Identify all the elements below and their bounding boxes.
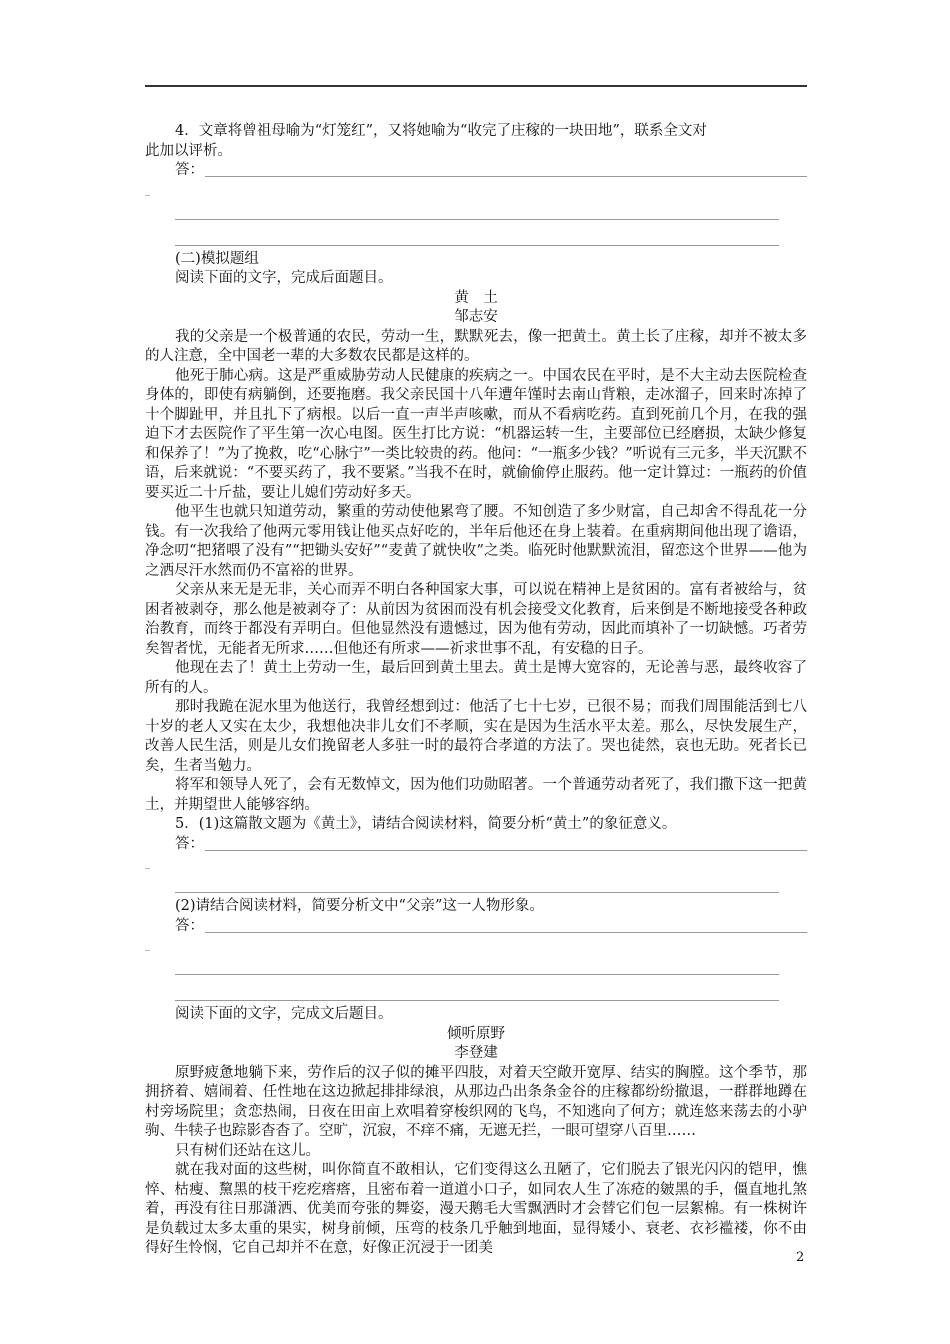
q5-1-prompt: 5．(1)这篇散文题为《黄土》，请结合阅读材料，简要分析“黄土”的象征意义。 — [175, 816, 677, 832]
document-body — [145, 122, 807, 1259]
section2-heading: (二)模拟题组 — [175, 250, 259, 267]
q5-1-blank-line[interactable] — [145, 871, 807, 897]
answer-label: 答： — [175, 917, 204, 934]
section3-instruction: 阅读下面的文字，完成文后题目。 — [175, 1006, 393, 1022]
q4-line2: 此加以评析。 — [145, 142, 232, 159]
q5-2-answer-line[interactable] — [145, 917, 807, 937]
q4-line1: 4．文章将曾祖母喻为“灯笼红”，又将她喻为“收完了庄稼的一块田地”，联系全文对 — [175, 123, 707, 139]
q4-blank-line-2[interactable] — [145, 224, 807, 250]
s2-paragraph-7: 将军和领导人死了，会有无数悼文，因为他们功勋昭著。一个普通劳动者死了，我们撒下这一把黄土，并期望世人能够容纳。 — [145, 777, 807, 813]
q4-blank-line-1[interactable] — [145, 198, 807, 224]
q5-2-blank-line-2[interactable] — [145, 979, 807, 1005]
section2-title: 黄 土 — [454, 289, 498, 306]
s3-paragraph-2: 只有树们还站在这儿。 — [175, 1142, 320, 1159]
s2-paragraph-6: 那时我跪在泥水里为他送行，我曾经想到过：他活了七十七岁，已很不易；而我们周围能活到七八十岁的老人又实在太少，我想他决非儿女们不孝顺，实在是因为生活水平太差。那么，尽快发展生产，改善人民生活，则是儿女们挽留老人多驻一时的最符合孝道的方法了。哭也徒然，哀也无助。死者长已矣，生者当勉力。 — [145, 699, 807, 774]
section3-title: 倾听原野 — [447, 1025, 505, 1042]
answer-label: 答： — [175, 835, 204, 852]
s2-paragraph-5: 他现在去了！黄土上劳动一生，最后回到黄土里去。黄土是博大宽容的，无论善与恶，最终收容了所有的人。 — [145, 660, 807, 696]
s3-paragraph-3: 就在我对面的这些树，叫你简直不敢相认，它们变得这么丑陋了，它们脱去了银光闪闪的铠甲，憔悴、枯瘦、黧黑的枝干疙疙瘩瘩，且密布着一道道小口子，如同农人生了冻疮的皴黑的手，僵直地扎煞着，再没有往日那潇洒、优美而夸张的舞姿，漫天鹅毛大雪飘洒时才会替它们包一层絮棉。有一株树许是负载过太多太重的果实，树身前倾，压弯的枝条几乎触到地面，显得矮小、衰老、衣衫褴褛，你不由得好生怜悯，它自己却并不在意，好像正沉浸于一团美 — [145, 1162, 807, 1256]
dash-mark: _ — [145, 858, 150, 869]
s3-paragraph-1: 原野疲惫地躺下来，劳作后的汉子似的摊平四肢，对着天空敞开宽厚、结实的胸膛。这个季节，那拥挤着、嬉闹着、任性地在这边掀起排排绿浪，从那边凸出条条金谷的庄稼都纷纷撤退，一群群地蹲在村旁场院里；贪恋热闹，日夜在田亩上欢唱着穿梭织网的飞鸟，不知逃向了何方；就连悠来荡去的小驴驹、牛犊子也踪影杳杳了。空旷，沉寂，不痒不痛，无遮无拦，一眼可望穿八百里…… — [145, 1064, 807, 1139]
s2-paragraph-4: 父亲从来无是无非，关心而弄不明白各种国家大事，可以说在精神上是贫困的。富有者被给与，贫困者被剥夺，那么他是被剥夺了：从前因为贫困而没有机会接受文化教育，后来倒是不断地接受各种政治教育，而终于都没有弄明白。但他显然没有遗憾过，因为他有劳动，因此而填补了一切缺憾。巧者劳矣智者忧，无能者无所求……但他还有所求——祈求世事不乱，有安稳的日子。 — [145, 582, 807, 657]
q5-2-blank-line-1[interactable] — [145, 953, 807, 979]
s2-paragraph-1: 我的父亲是一个极普通的农民，劳动一生，默默死去，像一把黄土。黄土长了庄稼，却并不被太多的人注意，全中国老一辈的大多数农民都是这样的。 — [145, 328, 807, 364]
section2-author: 邹志安 — [454, 309, 498, 325]
section2-instruction: 阅读下面的文字，完成后面题目。 — [175, 270, 393, 286]
s2-paragraph-3: 他平生也就只知道劳动，繁重的劳动使他累弯了腰。不知创造了多少财富，自己却舍不得乱花一分钱。有一次我给了他两元零用钱让他买点好吃的，半年后他还在身上装着。在重病期间他出现了谵语，净念叨“把猪喂了没有”“把锄头安好”“麦黄了就快收”之类。临死时他默默流泪，留恋这个世界——他为之洒尽汗水然而仍不富裕的世界。 — [145, 504, 807, 579]
header-rule — [145, 85, 807, 87]
page-number: 2 — [796, 1250, 805, 1265]
dash-mark: _ — [145, 940, 150, 951]
answer-label: 答： — [175, 162, 204, 178]
q4-answer-line[interactable] — [145, 161, 807, 181]
s2-paragraph-2: 他死于肺心病。这是严重威胁劳动人民健康的疾病之一。中国农民在平时，是不大主动去医院检查身体的，即使有病躺倒，还要拖磨。我父亲民国十八年遭年馑时去南山背粮，走冰溜子，回来时冻掉了十个脚趾甲，并且扎下了病根。以后一直一声半声咳嗽，而从不看病吃药。直到死前几个月，在我的强迫下才去医院作了平生第一次心电图。医生打比方说：“机器运转一生，主要部位已经磨损，太缺少修复和保养了！”为了挽救，吃“心脉宁”一类比较贵的药。他问：“一瓶多少钱？”听说有三元多，半天沉默不语，后来就说：“不要买药了，我不要紧。”当我不在时，就偷偷停止服药。他一定计算过：一瓶药的价值要买近二十斤盐，要让儿媳们劳动好多天。 — [145, 367, 807, 501]
dash-mark: _ — [145, 184, 150, 196]
q5-2-prompt: (2)请结合阅读材料，简要分析文中“父亲”这一人物形象。 — [175, 898, 544, 914]
q5-1-answer-line[interactable] — [145, 835, 807, 855]
section3-author: 李登建 — [454, 1045, 498, 1061]
